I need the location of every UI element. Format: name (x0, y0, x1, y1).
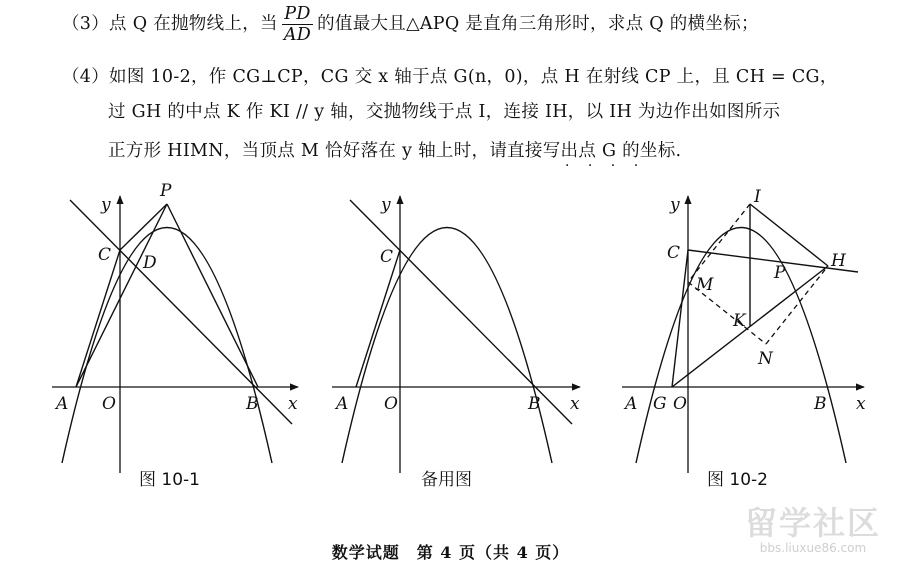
fig1-segment-ap (76, 204, 167, 387)
fig2-line-cb (350, 200, 572, 424)
fig3-label-x: x (856, 394, 866, 414)
fig3-label-m: M (696, 275, 714, 295)
emphasis-dots: · · · · (565, 158, 646, 174)
figure-10-2 (622, 187, 866, 490)
watermark (738, 505, 888, 555)
fig2-label-c: C (380, 247, 394, 267)
fig1-segment-cp (120, 204, 167, 250)
fig3-caption: 图 10-2 (707, 470, 768, 490)
fig1-segment-ac (76, 250, 120, 387)
watermark-url: bbs.liuxue86.com (759, 541, 867, 555)
watermark-main: 留学社区 (744, 504, 881, 542)
fig2-label-o: O (384, 394, 398, 414)
fig2-label-x: x (570, 394, 580, 414)
fig3-label-h: H (831, 251, 846, 271)
page-footer: 数学试题 第 4 页（共 4 页） (331, 543, 570, 562)
fig3-label-k: K (733, 311, 746, 331)
fraction-pd-ad (282, 4, 313, 45)
figures-svg (0, 178, 901, 498)
question-4-line-2: 过 GH 的中点 K 作 KI // y 轴，交抛物线于点 I，连接 IH，以 IH 为边作出如图所示 (108, 102, 781, 122)
fig1-label-o: O (102, 394, 116, 414)
question-3 (62, 4, 759, 45)
fig3-label-i: I (754, 187, 761, 207)
fig1-label-d: D (143, 253, 157, 273)
fig3-label-p: P (774, 263, 786, 283)
fig2-segment-ac (356, 250, 400, 387)
fig1-label-p: P (160, 181, 172, 201)
fig3-label-n: N (758, 349, 773, 369)
fig1-label-c: C (98, 245, 112, 265)
fig3-label-g: G (653, 394, 667, 414)
fig3-label-y: y (670, 195, 680, 215)
fig3-label-o: O (673, 394, 687, 414)
fig1-label-y: y (101, 195, 111, 215)
question-3-after: 的值最大且△APQ 是直角三角形时，求点 Q 的横坐标； (317, 14, 759, 34)
fig3-square-side-im (688, 204, 750, 282)
fig2-label-y: y (381, 195, 391, 215)
fig1-label-x: x (288, 394, 298, 414)
fig3-label-c: C (667, 243, 681, 263)
fig2-label-a: A (336, 394, 349, 414)
fig1-label-a: A (56, 394, 69, 414)
fig1-label-b: B (246, 394, 259, 414)
fig3-label-a: A (625, 394, 638, 414)
figure-10-1 (52, 181, 298, 490)
figure-backup (332, 195, 580, 490)
fig3-segment-ih (750, 204, 828, 266)
fraction-denominator: AD (283, 25, 312, 45)
fig2-parabola (342, 228, 552, 464)
fig3-label-b: B (814, 394, 827, 414)
fig2-caption: 备用图 (421, 470, 472, 490)
question-3-before: （3）点 Q 在抛物线上，当 (62, 14, 278, 34)
fig3-segment-cg (672, 250, 688, 387)
fig2-label-b: B (528, 394, 541, 414)
fig1-caption: 图 10-1 (139, 470, 200, 490)
fraction-numerator: PD (282, 4, 313, 25)
fig1-parabola (62, 228, 272, 464)
question-4-line-3: 正方形 HIMN，当顶点 M 恰好落在 y 轴上时，请直接写出点 G 的坐标. (108, 141, 682, 161)
question-4-line-1: （4）如图 10-2，作 CG⊥CP，CG 交 x 轴于点 G(n，0)，点 H 在射线 CP 上，且 CH = CG， (62, 67, 838, 87)
fig1-segment-pb (167, 204, 258, 387)
